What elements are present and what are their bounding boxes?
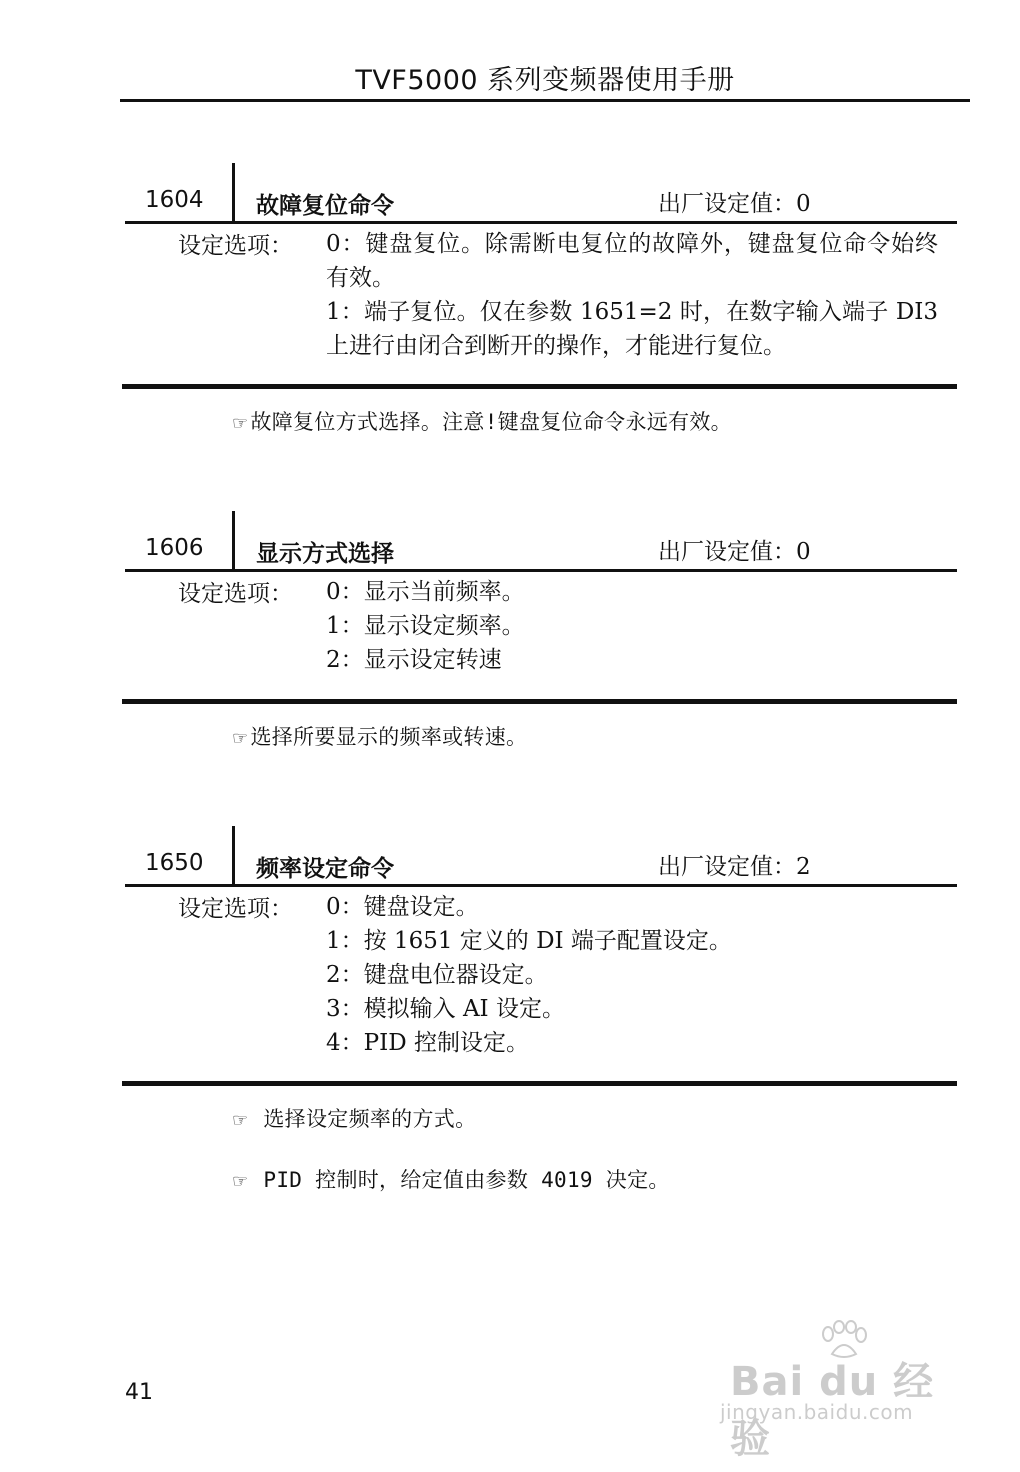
param-divider (232, 826, 235, 884)
watermark (720, 1320, 970, 1462)
note (232, 721, 527, 751)
table-top-rule (125, 221, 957, 224)
option-item: 2：键盘电位器设定。 (326, 962, 548, 988)
note (232, 406, 732, 436)
note-text: 选择所要显示的频率或转速。 (250, 725, 528, 749)
param-id: 1606 (145, 535, 204, 561)
param-divider (232, 163, 235, 221)
pointing-hand-icon: ☞ (232, 1110, 249, 1131)
param-name: 频率设定命令 (256, 855, 394, 882)
table-top-rule (125, 569, 957, 572)
header-title: TVF5000 系列变频器使用手册 (355, 65, 735, 96)
options-label: 设定选项： (178, 896, 293, 922)
watermark-url: jingyan.baidu.com (720, 1400, 914, 1424)
note-text: 故障复位方式选择。注意!键盘复位命令永远有效。 (250, 410, 732, 434)
option-item: 1：按 1651 定义的 DI 端子配置设定。 (326, 928, 732, 954)
options-label: 设定选项： (178, 233, 293, 259)
factory-default: 出厂设定值：0 (658, 191, 811, 217)
pointing-hand-icon: ☞ (232, 1171, 249, 1192)
note-text: 选择设定频率的方式。 (250, 1107, 477, 1131)
table-bottom-rule (122, 699, 957, 704)
param-id: 1604 (145, 187, 204, 213)
option-item: 1：显示设定频率。 (326, 613, 525, 639)
table-bottom-rule (122, 384, 957, 389)
options-list (326, 890, 938, 1060)
options-label: 设定选项： (178, 581, 293, 607)
option-item: 2：显示设定转速 (326, 647, 502, 673)
note (232, 1164, 670, 1194)
param-name: 故障复位命令 (256, 192, 394, 219)
pointing-hand-icon: ☞ (232, 728, 249, 749)
note-text: PID 控制时，给定值由参数 4019 决定。 (250, 1168, 670, 1192)
factory-default: 出厂设定值：2 (658, 854, 811, 880)
option-item: 0：键盘复位。除需断电复位的故障外，键盘复位命令始终有效。 (326, 231, 938, 291)
header-rule (120, 99, 970, 102)
option-item: 4：PID 控制设定。 (326, 1030, 529, 1056)
table-top-rule (125, 884, 957, 887)
factory-default: 出厂设定值：0 (658, 539, 811, 565)
option-item: 0：键盘设定。 (326, 894, 479, 920)
table-bottom-rule (122, 1081, 957, 1086)
options-list (326, 227, 938, 363)
watermark-brand: Bai du 经验 (730, 1359, 935, 1462)
param-divider (232, 511, 235, 569)
param-name: 显示方式选择 (256, 540, 394, 567)
options-list (326, 575, 938, 677)
option-item: 3：模拟输入 AI 设定。 (326, 996, 565, 1022)
option-item: 0：显示当前频率。 (326, 579, 525, 605)
page-number: 41 (125, 1380, 153, 1405)
option-item: 1：端子复位。仅在参数 1651=2 时，在数字输入端子 DI3 上进行由闭合到断开的操作，才能进行复位。 (326, 299, 938, 359)
note (232, 1103, 476, 1133)
pointing-hand-icon: ☞ (232, 413, 249, 434)
param-id: 1650 (145, 850, 204, 876)
